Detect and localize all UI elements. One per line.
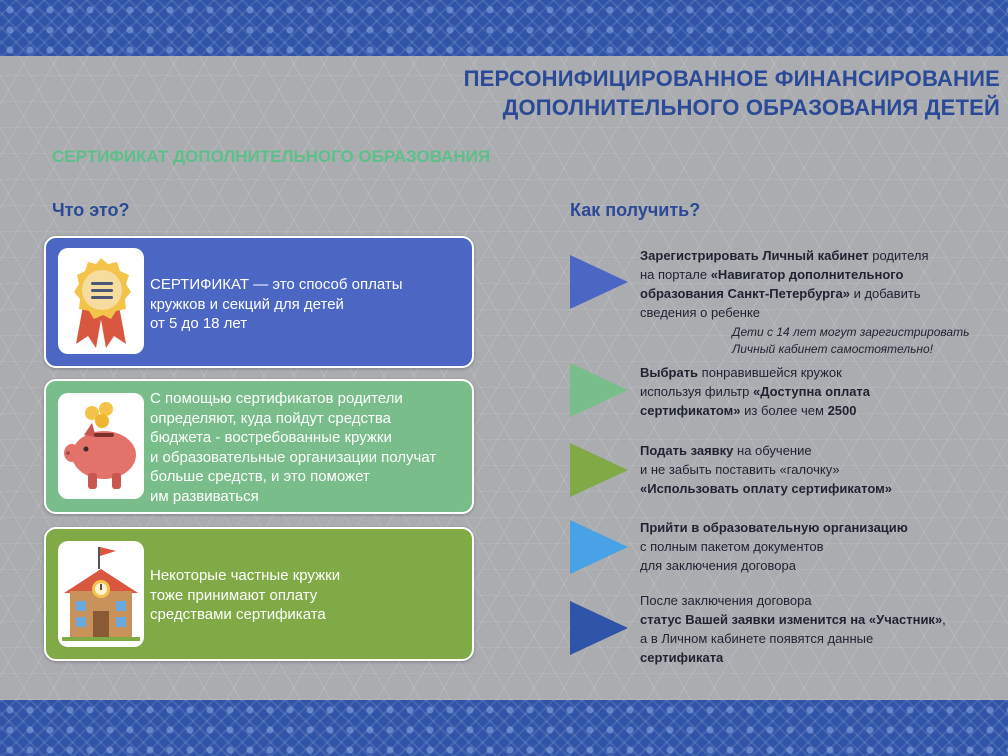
step-2-text: Выбрать понравившейся кружок используя фильтр «Доступна оплата сертификатом» из более чем 2500 [640,365,871,418]
school-building-icon [58,541,144,647]
step-2-arrow-icon [570,363,628,417]
page-subtitle: СЕРТИФИКАТ ДОПОЛНИТЕЛЬНОГО ОБРАЗОВАНИЯ [52,147,491,166]
step-1-text: Зарегистрировать Личный кабинет родителя на портале «Навигатор дополнительного образования Санкт-Петербурга» и добавить сведения о ребенке [640,248,929,320]
step-4-text: Прийти в образовательную организацию с полным пакетом документов для заключения договора [640,520,908,573]
step-1-arrow-icon [570,255,628,309]
top-pattern-band [0,0,1008,56]
info-card-parents [44,379,474,514]
step-3-text: Подать заявку на обучение и не забыть поставить «галочку» «Использовать оплату сертификатом» [640,443,892,496]
title-line-2: ДОПОЛНИТЕЛЬНОГО ОБРАЗОВАНИЯ ДЕТЕЙ [502,95,1000,120]
bottom-pattern-band [0,700,1008,756]
card-text: СЕРТИФИКАТ — это способ оплаты кружков и секций для детей от 5 до 18 лет [150,276,403,333]
card-text: Некоторые частные кружки тоже принимают оплату средствами сертификата [150,567,341,624]
step-3-arrow-icon [570,443,628,497]
title-line-1: ПЕРСОНИФИЦИРОВАННОЕ ФИНАНСИРОВАНИЕ [463,66,1000,91]
page-title [464,64,1000,122]
step-4-arrow-icon [570,520,628,574]
info-card-certificate [44,236,474,368]
step-5-arrow-icon [570,601,628,655]
what-is-it-heading: Что это? [52,200,130,220]
how-to-get-heading: Как получить? [570,200,701,220]
medal-icon [58,248,144,354]
info-card-private-clubs [44,527,474,661]
card-text: С помощью сертификатов родители определяют, куда пойдут средства бюджета - востребованные кружки и образовательные организации получат больше средств, и это поможет им развиваться [150,390,437,505]
age-note: Дети с 14 лет могут зарегистрировать Личный кабинет самостоятельно! [732,325,970,356]
step-5-text: После заключения договора статус Вашей заявки изменится на «Участник», а в Личном кабинете появятся данные сертификата [640,593,946,665]
piggy-bank-icon [58,393,144,499]
